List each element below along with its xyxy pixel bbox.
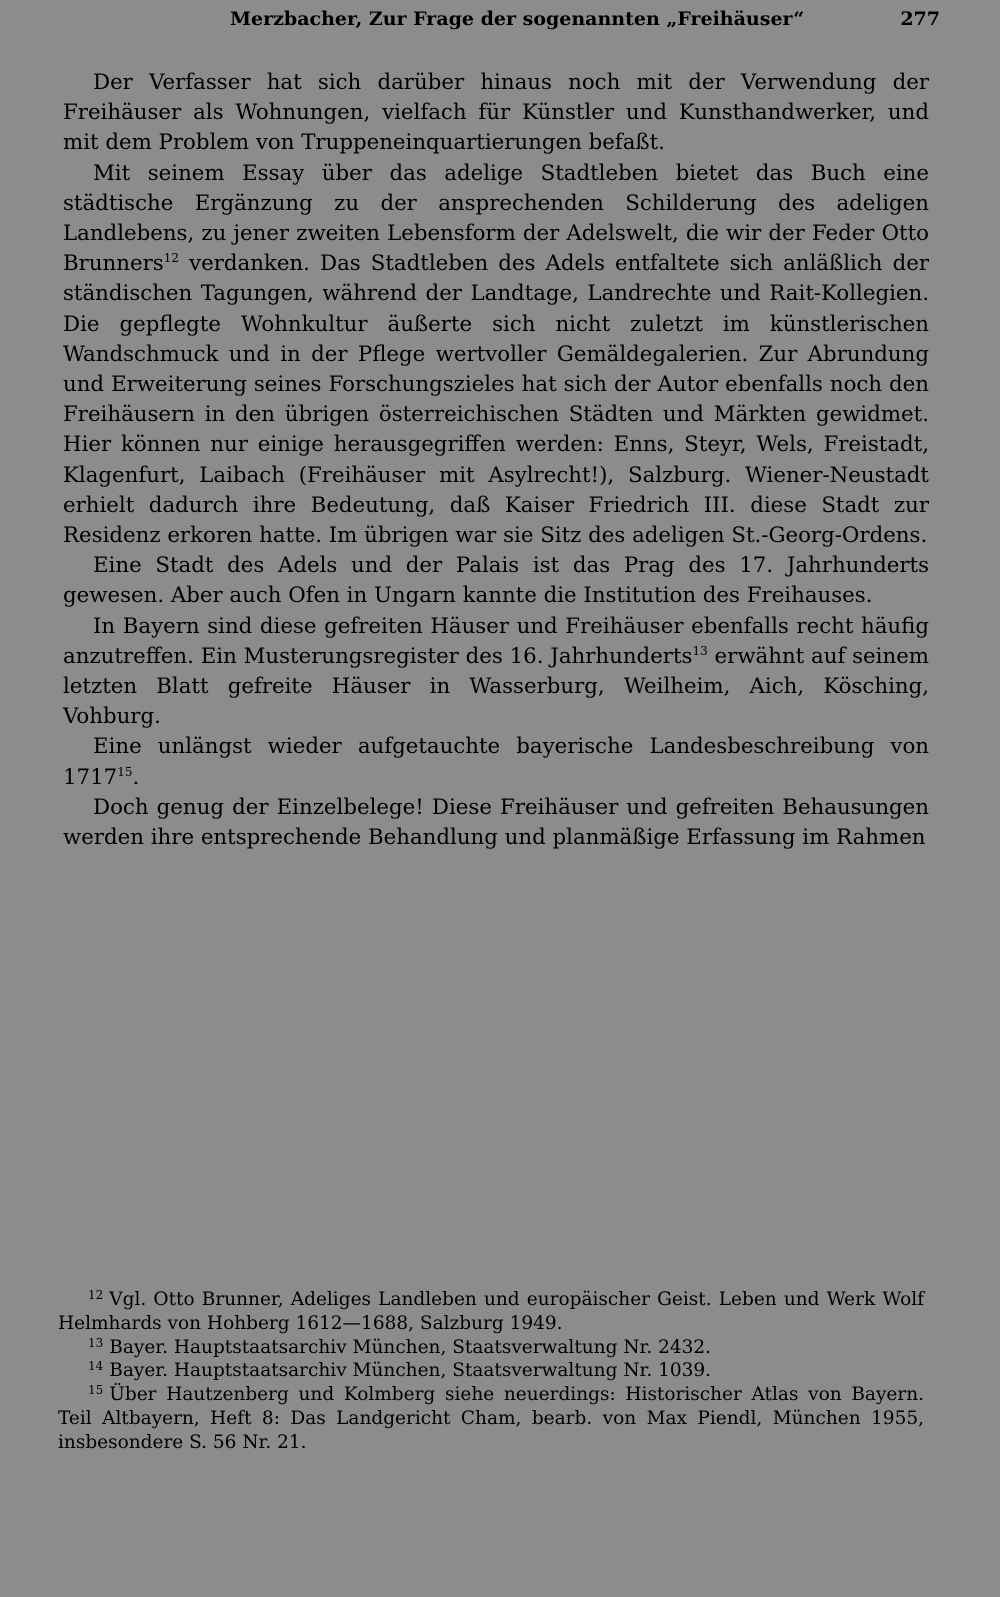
paragraph-text: Eine unlängst wieder aufgetauchte bayerische Landesbeschreibung von 1717 — [63, 734, 929, 790]
footnote-ref: 13 — [692, 643, 708, 658]
page-number: 277 — [900, 8, 940, 30]
footnote-ref: 15 — [117, 764, 133, 779]
footnote-number: 12 — [88, 1288, 104, 1302]
paragraph-text: Eine Stadt des Adels und der Palais ist das Prag des 17. Jahrhunderts gewesen. Aber auch Ofen in Ungarn kannte die Institution des Freihauses. — [63, 553, 929, 609]
paragraph-text: Der Verfasser hat sich darüber hinaus noch mit der Verwendung der Freihäuser als Wohnungen, vielfach für Künstler und Kunsthandwerker, und mit dem Problem von Truppeneinquartierungen befaßt. — [63, 70, 929, 156]
paragraph — [63, 732, 929, 792]
footnote-ref: 12 — [163, 251, 179, 266]
footnotes — [58, 1288, 924, 1455]
paragraph — [63, 68, 929, 159]
footnote — [58, 1359, 924, 1383]
running-header — [230, 8, 940, 38]
footnote-number: 15 — [88, 1383, 104, 1398]
footnote-text: Vgl. Otto Brunner, Adeliges Landleben und europäischer Geist. Leben und Werk Wolf Helmhards von Hohberg 1612—1688, Salzburg 1949. — [58, 1289, 924, 1334]
running-title: Merzbacher, Zur Frage der sogenannten „Freihäuser“ — [230, 8, 805, 30]
paragraph-text: erwähnt auf seinem letzten Blatt gefreite Häuser in Wasserburg, Weilheim, Aich, Kösching, Vohburg. — [63, 643, 929, 730]
footnote — [58, 1383, 924, 1454]
footnote — [58, 1336, 924, 1360]
footnote — [58, 1288, 924, 1336]
footnote-text: Bayer. Hauptstaatsarchiv München, Staatsverwaltung Nr. 2432. — [109, 1336, 712, 1358]
footnote-number: 14 — [88, 1359, 104, 1374]
paragraph-text: Doch genug der Einzelbelege! Diese Freihäuser und gefreiten Behausungen werden ihre entsprechende Behandlung und planmäßige Erfassung im Rahmen — [63, 794, 929, 851]
main-text — [63, 68, 929, 853]
footnote-text: Bayer. Hauptstaatsarchiv München, Staatsverwaltung Nr. 1039. — [109, 1360, 712, 1382]
paragraph-text: In Bayern sind diese gefreiten Häuser und Freihäuser ebenfalls recht häufig anzutreffen. Ein Musterungsregister des 16. Jahrhunderts — [63, 613, 929, 669]
paragraph — [63, 612, 929, 733]
paragraph — [63, 159, 929, 552]
paragraph-text: verdanken. Das Stadtleben des Adels entfaltete sich anläßlich der ständischen Tagungen, während der Landtage, Landrechte und Rait-Kollegien. Die gepflegte Wohnkultur äußerte sich nicht zuletzt im künstlerischen Wandschmuck und in der Pflege wertvoller Gemäldegalerien. Zur Abrundung und Erweiterung seines Forschungszieles hat sich der Autor ebenfalls noch den Freihäusern in den übrigen österreichischen Städten und Märkten gewidmet. Hier können nur einige herausgegriffen werden: Enns, Steyr, Wels, Freistadt, Klagenfurt, Laibach (Freihäuser mit Asylrecht!), Salzburg. Wiener-Neustadt erhielt dadurch ihre Bedeutung, daß Kaiser Friedrich III. diese Stadt zur Residenz erkoren hatte. Im übrigen war sie Sitz des adeligen St.-Georg-Ordens. — [63, 251, 929, 549]
paragraph — [63, 551, 929, 611]
footnote-number: 13 — [88, 1335, 104, 1350]
paragraph — [63, 793, 929, 853]
paragraph-text: . — [132, 764, 140, 790]
paragraph-text: Mit seinem Essay über das adelige Stadtleben bietet das Buch eine städtische Ergänzung zu der ansprechenden Schilderung des adeligen Landlebens, zu jener zweiten Lebensform der Adelswelt, die wir der Feder Otto Brunners — [63, 160, 929, 277]
footnote-text: Über Hautzenberg und Kolmberg siehe neuerdings: Historischer Atlas von Bayern. Teil Altbayern, Heft 8: Das Landgericht Cham, bearb. von Max Piendl, München 1955, insbesondere S. 56 Nr. 21. — [58, 1384, 924, 1453]
